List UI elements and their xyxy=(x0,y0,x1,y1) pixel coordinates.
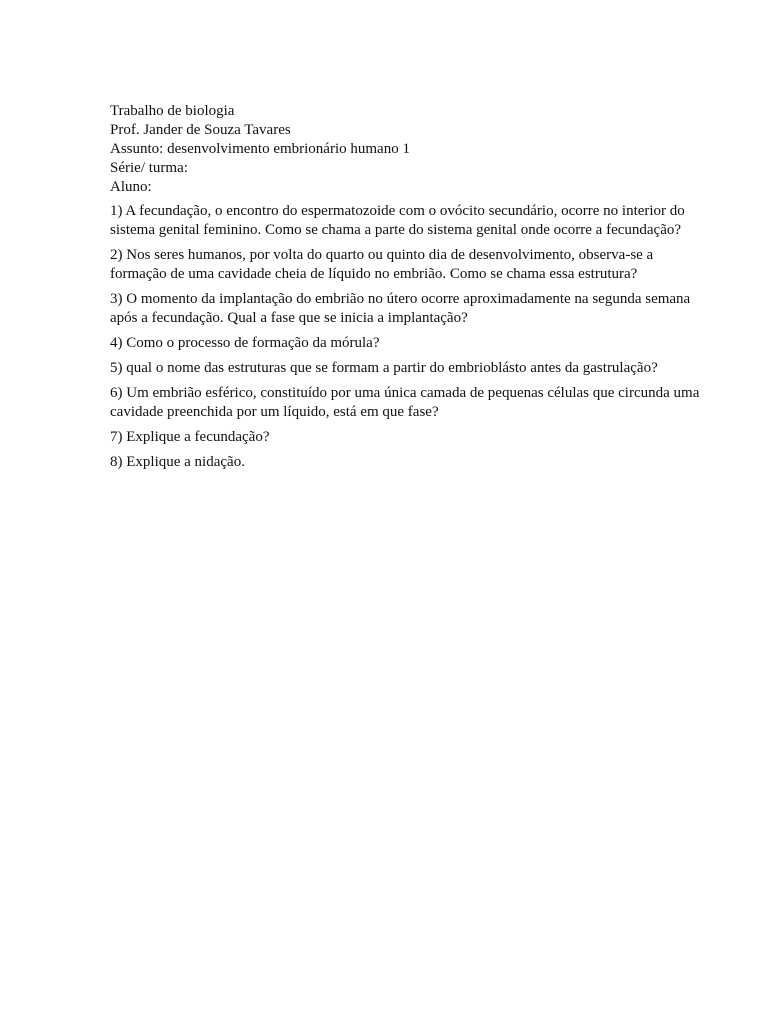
question-3: 3) O momento da implantação do embrião no útero ocorre aproximadamente na segunda semana após a fecundação. Qual a fase que se inicia a implantação? xyxy=(110,291,691,326)
grade-line: Série/ turma: xyxy=(110,160,188,176)
question-1: 1) A fecundação, o encontro do espermatozoide com o ovócito secundário, ocorre no interior do sistema genital feminino. Como se chama a parte do sistema genital onde ocorre a fecundação? xyxy=(110,203,685,238)
question-4: 4) Como o processo de formação da mórula? xyxy=(110,335,380,351)
question-5: 5) qual o nome das estruturas que se formam a partir do embrioblásto antes da gastrulação? xyxy=(110,360,658,376)
document-header xyxy=(110,102,700,197)
question-7: 7) Explique a fecundação? xyxy=(110,429,270,445)
question-8: 8) Explique a nidação. xyxy=(110,454,245,470)
subject-line: Assunto: desenvolvimento embrionário humano 1 xyxy=(110,141,410,157)
document-title: Trabalho de biologia xyxy=(110,103,235,119)
professor-line: Prof. Jander de Souza Tavares xyxy=(110,122,291,138)
student-line: Aluno: xyxy=(110,179,152,195)
document-page xyxy=(110,102,700,478)
question-2: 2) Nos seres humanos, por volta do quarto ou quinto dia de desenvolvimento, observa-se a formação de uma cavidade cheia de líquido no embrião. Como se chama essa estrutura? xyxy=(110,247,654,282)
question-6: 6) Um embrião esférico, constituído por uma única camada de pequenas células que circunda uma cavidade preenchida por um líquido, está em que fase? xyxy=(110,385,700,420)
